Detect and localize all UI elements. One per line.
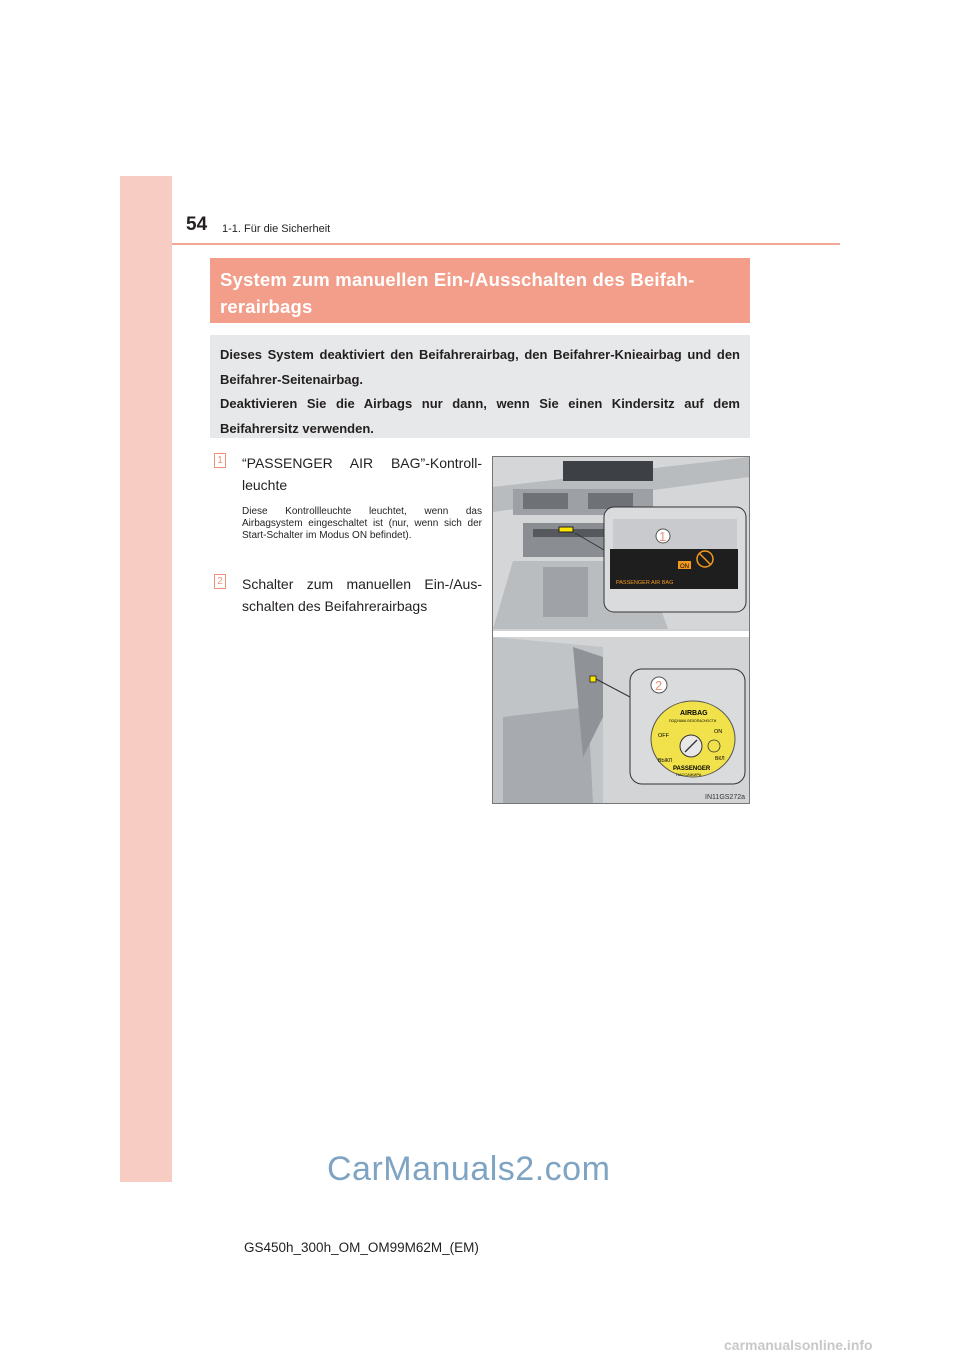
callout-2: 2 bbox=[655, 678, 663, 693]
item-heading: Schalter zum manuellen Ein-/Aus-schalten des Beifahrerairbags bbox=[242, 576, 482, 614]
switch-airbag-ru-label: ПОДУШКА БЕЗОПАСНОСТИ bbox=[669, 719, 717, 723]
list-item bbox=[214, 452, 482, 542]
header-rule bbox=[172, 243, 840, 245]
figure-code: IN11GS272a bbox=[705, 794, 745, 801]
switch-off-label: OFF bbox=[658, 733, 669, 739]
switch-marker bbox=[590, 676, 596, 682]
page-sidebar-tab bbox=[120, 176, 172, 1182]
indicator-label: PASSENGER AIR BAG bbox=[616, 580, 674, 586]
watermark-secondary: carmanualsonline.info bbox=[724, 1337, 873, 1353]
switch-airbag-label: AIRBAG bbox=[680, 710, 708, 717]
watermark: CarManuals2.com bbox=[327, 1150, 611, 1188]
switch-passenger-ru-label: ПАССАЖИРА bbox=[676, 772, 702, 777]
item-number-badge: 1 bbox=[214, 453, 226, 468]
switch-passenger-label: PASSENGER bbox=[673, 766, 711, 772]
section-title-box bbox=[210, 258, 750, 323]
figure-divider bbox=[493, 631, 750, 637]
item-note: Diese Kontrollleuchte leuchtet, wenn das Airbagsystem eingeschaltet ist (nur, wenn sich der Start-Schalter im Modus ON befindet). bbox=[242, 506, 482, 541]
section-title: System zum manuellen Ein-/Ausschalten des Beifah-rerairbags bbox=[220, 269, 695, 317]
section-label: 1-1. Für die Sicherheit bbox=[222, 223, 331, 235]
indicator-on-text: ON bbox=[680, 564, 689, 570]
footer-doc-code: GS450h_300h_OM_OM99M62M_(EM) bbox=[244, 1240, 479, 1255]
item-heading: “PASSENGER AIR BAG”-Kontroll-leuchte bbox=[242, 455, 482, 493]
airbag-figure bbox=[492, 456, 750, 804]
intro-paragraph-2: Deaktivieren Sie die Airbags nur dann, wenn Sie einen Kindersitz auf dem Beifahrersitz verwenden. bbox=[220, 396, 740, 436]
list-item bbox=[214, 573, 482, 617]
intro-paragraph-1: Dieses System deaktiviert den Beifahrerairbag, den Beifahrer-Knieairbag und den Beifahrer-Seitenairbag. bbox=[220, 347, 740, 387]
intro-box bbox=[210, 335, 750, 438]
switch-on-ru-label: ВКЛ bbox=[715, 756, 725, 762]
switch-on-label: ON bbox=[714, 729, 723, 735]
figure-illustration bbox=[493, 457, 749, 803]
callout-1: 1 bbox=[659, 529, 667, 544]
switch-off-ru-label: ВЫКЛ bbox=[658, 758, 672, 764]
item-number-badge: 2 bbox=[214, 574, 226, 589]
indicator-light-marker bbox=[559, 527, 573, 532]
page-number: 54 bbox=[186, 214, 208, 235]
